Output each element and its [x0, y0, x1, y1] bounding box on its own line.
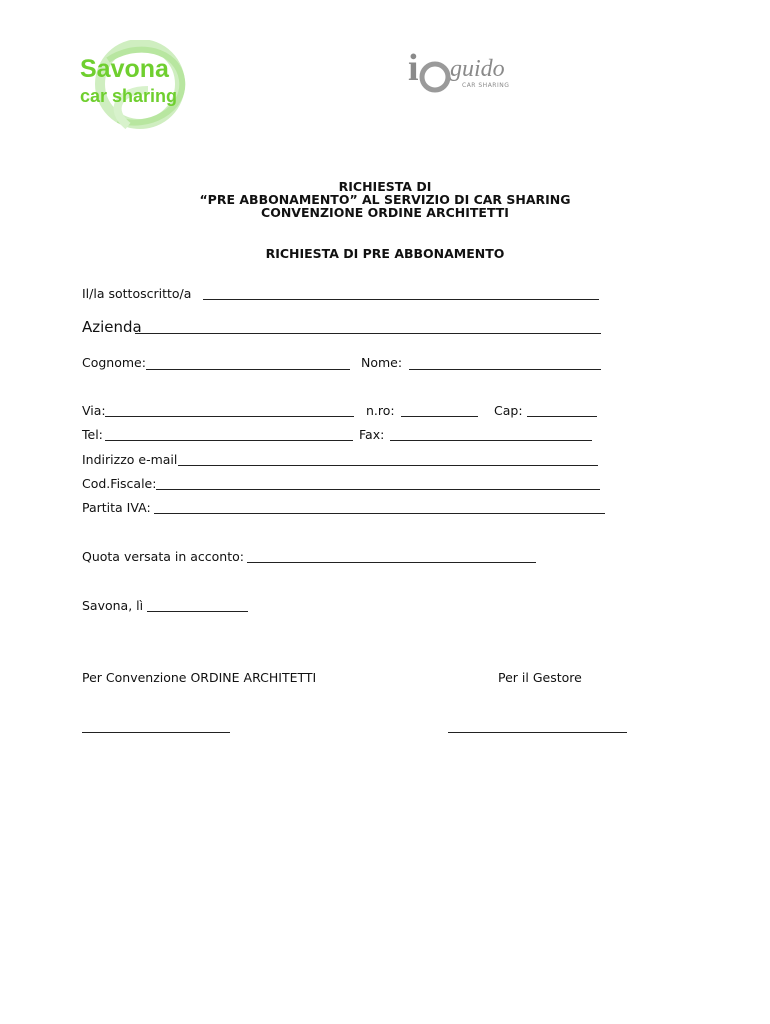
cognome-field[interactable]	[146, 369, 350, 370]
title-line-3: CONVENZIONE ORDINE ARCHITETTI	[261, 205, 509, 220]
nro-label: n.ro:	[366, 403, 395, 418]
partitaiva-field[interactable]	[154, 513, 605, 514]
logo-line-1: Savona	[80, 55, 169, 83]
cap-label: Cap:	[494, 403, 523, 418]
nro-field[interactable]	[401, 416, 478, 417]
tel-field[interactable]	[105, 440, 353, 441]
fax-label: Fax:	[359, 427, 385, 442]
title-line-2: “PRE ABBONAMENTO” AL SERVIZIO DI CAR SHARING	[199, 192, 571, 207]
logo-i: i	[408, 47, 419, 89]
nome-field[interactable]	[409, 369, 601, 370]
section-subtitle: RICHIESTA DI PRE ABBONAMENTO	[265, 246, 505, 261]
signature-left-label: Per Convenzione ORDINE ARCHITETTI	[82, 670, 317, 685]
quota-label: Quota versata in acconto:	[82, 549, 244, 564]
cognome-label: Cognome:	[82, 355, 146, 370]
nome-label: Nome:	[361, 355, 403, 370]
via-field[interactable]	[105, 416, 354, 417]
savona-date-label: Savona, lì	[82, 598, 144, 613]
sottoscritto-field[interactable]	[203, 299, 599, 300]
date-field[interactable]	[147, 611, 248, 612]
via-label: Via:	[82, 403, 106, 418]
codfiscale-label: Cod.Fiscale:	[82, 476, 157, 491]
logo-sub: CAR SHARING	[462, 82, 510, 89]
signature-right-label: Per il Gestore	[498, 670, 582, 685]
codfiscale-field[interactable]	[156, 489, 600, 490]
fax-field[interactable]	[390, 440, 592, 441]
signature-left-line[interactable]	[82, 732, 230, 733]
title-line-1: RICHIESTA DI	[338, 179, 432, 194]
tel-label: Tel:	[82, 427, 103, 442]
logo-line-2: car sharing	[80, 86, 178, 106]
savona-car-sharing-logo	[78, 40, 198, 132]
email-field[interactable]	[178, 465, 598, 466]
ring-icon	[418, 60, 452, 94]
iguido-logo	[404, 46, 520, 98]
logo-word: guido	[450, 56, 505, 82]
quota-field[interactable]	[247, 562, 536, 563]
azienda-label: Azienda	[82, 318, 142, 336]
email-label: Indirizzo e-mail	[82, 452, 178, 467]
partitaiva-label: Partita IVA:	[82, 500, 151, 515]
signature-right-line[interactable]	[448, 732, 627, 733]
sottoscritto-label: Il/la sottoscritto/a	[82, 286, 192, 301]
azienda-field[interactable]	[135, 333, 601, 334]
cap-field[interactable]	[527, 416, 597, 417]
